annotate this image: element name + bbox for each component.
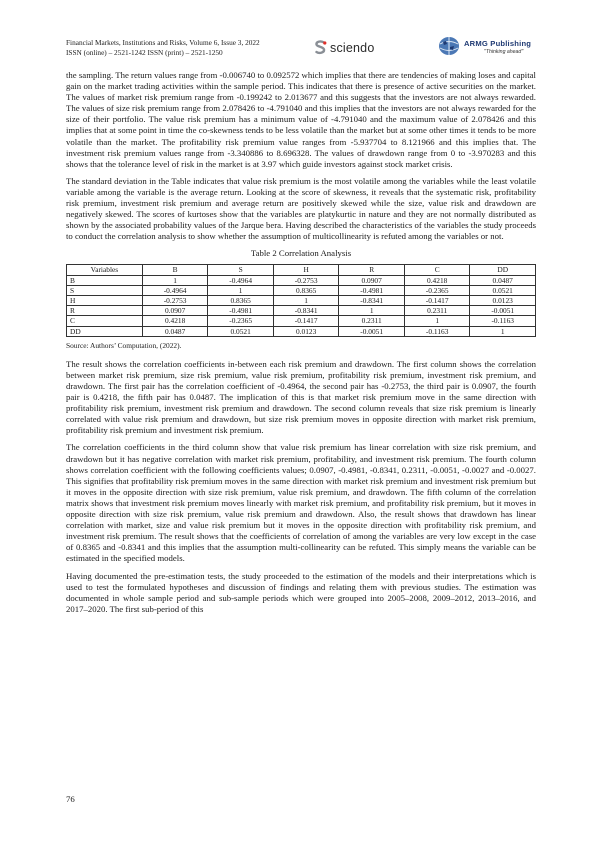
table-cell: -0.4981	[339, 285, 405, 295]
column-header: DD	[470, 265, 536, 275]
table-cell: -0.4964	[142, 285, 208, 295]
column-header: B	[142, 265, 208, 275]
table-cell: -0.2753	[142, 296, 208, 306]
paragraph-estimation: Having documented the pre-estimation tests, the study proceeded to the estimation of the models and their interpretations which is used to test the formulated hypotheses and discussion of findings and relating them with previous studies. The estimation was documented in whole sample period and sub-sample periods which were grouped into 2005–2008, 2009–2012, 2013–2016, and 2017–2020. The first sub-period of this	[66, 570, 536, 614]
paragraph-descriptive-ranges: the sampling. The return values range from -0.006740 to 0.092572 which implies that there are tendencies of making loses and capital gain on the market trading activities within the sample period. This indicates that there is presence of active securities on the market. The values of market risk premium range from -0.199242 to 2.013677 and this suggests that the investors are not always rewarded. The values of size risk premium range from 2.078426 to -4.791040 and this implies that the investors are not always rewarded for the size of their portfolio. The value risk premium has a minimum value of -4.791040 and the maximum value of 2.078426 and this implies that at some point in time the co-skewness tends to be less volatile than the market but at some other times it tends to be more volatile than the market. The profitability risk premium value ranges from -5.937704 to 8.121966 and this implies that. The investment risk premium values range from -3.340886 to 8.696328. The values of drawdown range from 0 to -3.970283 and this shows that the tolerance level of risk in the market is at 3.97 which guide investors against stock market crisis.	[66, 70, 536, 169]
table-row	[67, 296, 536, 306]
sciendo-logo	[314, 40, 375, 55]
column-header: R	[339, 265, 405, 275]
column-header: Variables	[67, 265, 143, 275]
table-cell: 0.2311	[339, 316, 405, 326]
table-cell: 1	[142, 275, 208, 285]
table-cell: 1	[208, 285, 274, 295]
column-header: C	[404, 265, 470, 275]
article-body	[66, 70, 536, 621]
table-cell: -0.8341	[273, 306, 339, 316]
table-cell: -0.4981	[208, 306, 274, 316]
armg-logo	[438, 36, 531, 56]
table-cell: 0.2311	[404, 306, 470, 316]
table-header-row	[67, 265, 536, 275]
table-cell: -0.2365	[404, 285, 470, 295]
table-cell: 1	[470, 326, 536, 336]
table-cell: 0.0521	[470, 285, 536, 295]
table-cell: 0.0907	[339, 275, 405, 285]
armg-slogan: "Thinking ahead"	[484, 49, 524, 55]
table-cell: -0.0051	[339, 326, 405, 336]
table-row	[67, 316, 536, 326]
paragraph-standard-deviation: The standard deviation in the Table indicates that value risk premium is the most volatile among the variables while the least volatile variable among the variable is the average return. Looking at the score of skewness, it reveals that the systematic risk, profitability risk premium, investment risk premium and average return are positively skewed while the size, value risk and drawdown are negatively skewed. The scores of kurtoses show that the variables are platykurtic in nature and they are not normally distributed as shown by the associated probability values of the Jarque bera. Having described the characteristics of the variables the study proceeds to conduct the correlation analysis to show whether the assumption of multicollinearity is refuted among the variables or not.	[66, 175, 536, 242]
table-cell: 0.0123	[470, 296, 536, 306]
sciendo-logo-text: sciendo	[330, 40, 375, 55]
table-cell: -0.2365	[208, 316, 274, 326]
table-cell: 1	[273, 296, 339, 306]
journal-issn-line: ISSN (online) – 2521-1242 ISSN (print) – 2521-1250	[66, 47, 223, 57]
table-cell: 0.4218	[404, 275, 470, 285]
table-cell: 0.0123	[273, 326, 339, 336]
table-cell: 0.0907	[142, 306, 208, 316]
paragraph-first-second-column: The result shows the correlation coefficients in-between each risk premium and drawdown. The first column shows the correlation between market risk premium, size risk premium, value risk premium, profitability risk premium, investment risk premium, and drawdown. The first pair has the correlation coefficient of -0.4964, the second pair has -0.2753, the third pair is 0.0907, the fourth pair is 0.4218, the fifth pair has 0.0487. The implication of this is that market risk premium move in the same direction with profitability risk premium, investment risk premium and drawdown. The second column reveals that size risk premium is linearly correlated with value risk premium and drawdown, but size risk premium moves in opposite direction with market risk premium, profitability risk premium and investment risk premium.	[66, 358, 536, 436]
table-cell: -0.0051	[470, 306, 536, 316]
armg-name: ARMG Publishing	[464, 39, 532, 48]
table-cell: -0.4964	[208, 275, 274, 285]
row-label: B	[67, 275, 143, 285]
table-cell: -0.1163	[470, 316, 536, 326]
page-header	[66, 36, 536, 72]
table-cell: -0.1163	[404, 326, 470, 336]
table-cell: 0.8365	[208, 296, 274, 306]
sciendo-mark-icon	[314, 40, 327, 55]
table-row	[67, 326, 536, 336]
table-cell: 0.8365	[273, 285, 339, 295]
row-label: H	[67, 296, 143, 306]
table-row	[67, 306, 536, 316]
table-cell: 0.4218	[142, 316, 208, 326]
table-cell: 0.0487	[142, 326, 208, 336]
table-cell: 1	[339, 306, 405, 316]
armg-globe-icon	[438, 36, 460, 56]
row-label: C	[67, 316, 143, 326]
table-row	[67, 275, 536, 285]
row-label: R	[67, 306, 143, 316]
table-cell: -0.1417	[273, 316, 339, 326]
row-label: DD	[67, 326, 143, 336]
table-cell: -0.8341	[339, 296, 405, 306]
column-header: S	[208, 265, 274, 275]
correlation-table	[66, 264, 536, 336]
table-caption: Table 2 Correlation Analysis	[250, 248, 352, 259]
paragraph-remaining-columns: The correlation coefficients in the third column show that value risk premium has linear correlation with size risk premium, and drawdown but it has negative correlation with market risk premium, profitability, and investment risk premium. The fourth column shows correlation coefficient with the following coefficients values; 0.0907, -0.4981, -0.8341, 0.2311, -0.0051, -0.0027 and -0.0027. This signifies that profitability risk premium moves in the same direction with market risk premium and investment risk premium but it moves in the opposite direction with size risk premium, value risk premium, and drawdown. The fifth column of the correlation matrix shows that investment risk premium moves linearly with market risk premium, and profitability risk premium, but it moves in opposite direction with size risk premium, value risk premium and drawdown. Also, the result shows that drawdown has linear correlation with market, size and value risk premium but it moves in the opposite direction with profitability risk premium, and investment risk premium. The result shows that the coefficients of correlation of among the variables are very low except in the case of 0.8365 and -0.8341 and this implies that the assumption multi-collinearity can be refuted. This simply means the variable can be estimated in the specified models.	[66, 442, 536, 564]
table-cell: 1	[404, 316, 470, 326]
column-header: H	[273, 265, 339, 275]
journal-info	[66, 38, 260, 57]
journal-title-line: Financial Markets, Institutions and Risks, Volume 6, Issue 3, 2022	[66, 38, 260, 47]
row-label: S	[67, 285, 143, 295]
table-cell: 0.0521	[208, 326, 274, 336]
table-cell: 0.0487	[470, 275, 536, 285]
page-number: 76	[66, 794, 75, 804]
table-cell: -0.1417	[404, 296, 470, 306]
table-cell: -0.2753	[273, 275, 339, 285]
table-source-note: Source: Authors’ Computation, (2022).	[66, 340, 182, 350]
table-row	[67, 285, 536, 295]
